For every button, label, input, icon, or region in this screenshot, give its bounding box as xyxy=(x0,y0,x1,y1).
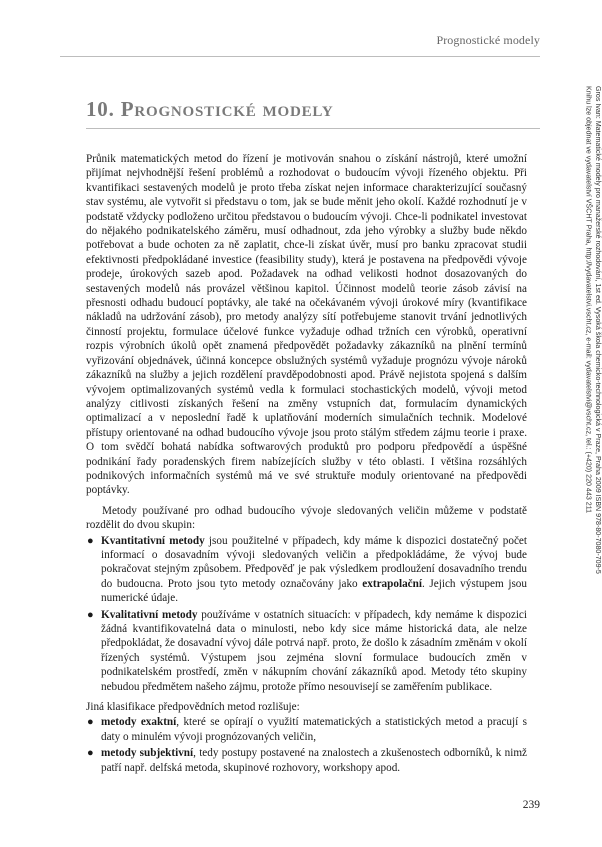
side-note-line-2: Knihu lze objednat ve vydavatelství VŠCHT Praha, http://vydavatelstvi.vscht.cz, e-mail: vydavatelstvi@vscht.cz, tel.: (+420) 220 443 211 xyxy=(584,86,593,514)
intro-paragraph: Průnik matematických metod do řízení je motivován snahou o získání nástrojů, které umožní přijímat nejvhodnější řešení problémů a rozhodovat o budoucím vývoji řízeného objektu. Při kvantifikaci sestavených modelů je proto třeba získat nejen informace charakterizující současný stav systému, ale vytvořit si představu o tom, jak se bude měnit jeho okolí. Každé rozhodnutí je v podstatě vždycky podloženo určitou představou o budoucím vývoji. Chce-li podnikatel investovat do nějakého podnikatelského záměru, musí odhadnout, zda jeho výrobky a služby bude někdo potřebovat a bude ochoten za ně zaplatit, chce-li získat úvěr, musí pro banku zpracovat studii efektivnosti předpokládané investice (feasibility study), která je postavena na předpovědi vývoje prodeje, úrokových sazeb apod. Požadavek na odhad velikosti hodnot dosazovaných do sestavených modelů nás provázel většinou kapitol. Účinnost modelů teorie zásob závisí na přesnosti odhadu budoucí poptávky, ale také na očekávaném vývoji úrokové míry (kvantifikace nákladů na udržování zásob), pro metody analýzy sítí potřebujeme stanovit trvání jednotlivých činností projektu, formulace účelové funkce vyžaduje odhad tržních cen výrobků, operativní rozpis výrobních úkolů opět znamená předpovědět požadavky zákazníků na plnění termínů vyřizování objednávek, účinná koncepce obslužných systémů vyžaduje prognózu vývoje nároků zákazníků na služby a jejich rozdělení pravděpodobnosti apod. Právě nejistota spojená s dalším vývojem optimalizovaných systémů vedla k formulaci stochastických modelů, vývoji metod analýzy citlivosti získaných řešení na změny vstupních dat, formulacím dynamických optimalizací a v neposlední řadě k uplatňování moderních simulačních technik. Modelové přístupy orientované na odhad budoucího vývoje jsou proto stálým středem zájmu teorie i praxe. O tom svědčí bohatá nabídka softwarových produktů pro podporu předpovědí a úspěšné podnikání řady poradenských firem nabízejících služby v této oblasti. I většina rozsáhlých podnikových informačních systémů má ve své struktuře moduly orientované na předpovědi poptávky. xyxy=(86,153,527,497)
term-exact: metody exaktní xyxy=(101,716,177,729)
side-publication-note xyxy=(583,86,602,574)
chapter-title xyxy=(86,97,334,122)
chapter-number: 10. xyxy=(86,97,115,121)
term-quantitative: Kvantitativní metody xyxy=(101,534,205,547)
list-item xyxy=(86,534,527,606)
classification-list xyxy=(86,715,527,775)
body-text xyxy=(86,152,527,777)
item-text: používáme v ostatních situacích: v případech, kdy nemáme k dispozici žádná kvantifikovatelná data o minulosti, nebo kdy sice máme historická data, ale nelze předpokládat, že dosavadní vývoj dále potrvá např. proto, že došlo k zásadním změnám v okolí řízených systémů. Výstupem jsou zejména slovní formulace budoucích změn v podnikatelském prostředí, změn v nákupním chování zákazníků apod. Metody této skupiny nebudou předmětem našeho zájmu, protože přímo nesouvisejí se zaměřením publikace. xyxy=(101,608,527,693)
page-number: 239 xyxy=(522,799,540,811)
term-qualitative: Kvalitativní metody xyxy=(101,608,198,621)
chapter-title-rest: rognostické modely xyxy=(134,97,334,121)
chapter-title-initial: P xyxy=(120,97,135,121)
title-divider xyxy=(86,128,540,129)
classification-paragraph: Jiná klasifikace předpovědních metod rozlišuje: xyxy=(86,701,300,714)
list-item xyxy=(86,608,527,694)
bullet-icon: ● xyxy=(87,608,94,621)
item-text: jsou použitelné v případech, kdy máme k dispozici dostatečný počet informací o dosavadním vývoji sledovaných veličin a předpokládáme, že vývoj bude pokračovat stejným způsobem. Předpověď je pak výsledkem prodloužení dosavadního trendu do budoucna. Proto jsou tyto metody označovány jako xyxy=(101,534,527,590)
side-note-line-1: Gros Ivan: Matematické modely pro manažerské rozhodování, 1st ed. Vysoká škola chemicko-technologická v Praze, Praha 2009 ISBN 978-80-7080-709-5 xyxy=(594,86,602,574)
list-item xyxy=(86,746,527,775)
term-extrapolation: extrapolační xyxy=(362,577,422,590)
item-text: , tedy postupy postavené na znalostech a zkušenostech odborníků, k nimž patří např. delfská metoda, skupinové rozhovory, workshopy apod. xyxy=(101,747,527,774)
bullet-icon: ● xyxy=(87,747,94,760)
method-groups-paragraph: Metody používané pro odhad budoucího vývoje sledovaných veličin můžeme v podstatě rozdělit do dvou skupin: xyxy=(86,504,527,532)
item-text: , které se opírají o využití matematických a statistických metod a pracují s daty o minulém vývoji prognózovaných veličin, xyxy=(101,716,527,743)
bullet-icon: ● xyxy=(87,716,94,729)
bullet-icon: ● xyxy=(87,534,94,547)
term-subjective: metody subjektivní xyxy=(101,747,194,760)
method-groups-list xyxy=(86,534,527,694)
header-divider xyxy=(60,56,540,57)
list-item xyxy=(86,715,527,744)
item-text: . Jejich výstupem jsou numerické údaje. xyxy=(101,577,527,605)
running-head: Prognostické modely xyxy=(436,33,540,47)
